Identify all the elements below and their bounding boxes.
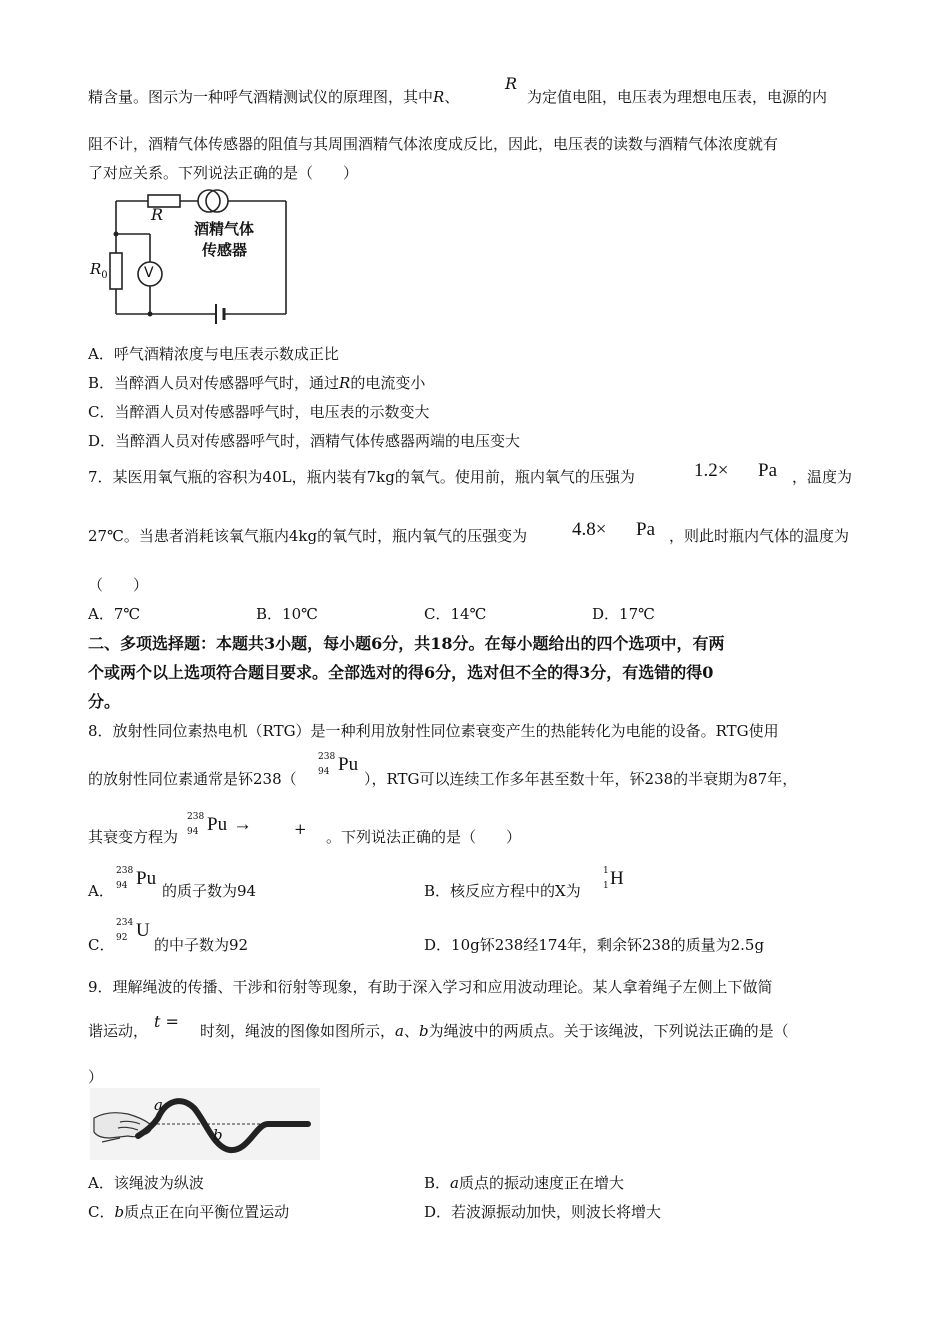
q8-eq-pu-z: 94 — [187, 827, 199, 837]
q6-option-b-text-b: 的电流变小 — [350, 374, 426, 392]
q6-line2: 阻不计，酒精气体传感器的阻值与其周围酒精气体浓度成反比，因此，电压表的读数与酒精气体浓度就有 — [88, 135, 779, 153]
q6-option-d-key: D． — [88, 432, 116, 450]
q8-option-d[interactable] — [424, 934, 764, 955]
section2-line1: 二、多项选择题：本题共3小题，每小题6分，共18分。在每小题给出的四个选项中，有两 — [88, 634, 725, 653]
q8-eq-plus: + — [294, 820, 307, 838]
section2-line3: 分。 — [88, 692, 121, 711]
q6-var-r: R — [433, 88, 445, 106]
q8-pu-nuclide — [318, 752, 368, 782]
q9-option-b-var: a — [450, 1174, 459, 1192]
q9-line2-c: 为绳波中的两质点。关于该绳波，下列说法正确的是（ — [428, 1022, 789, 1040]
q9-option-d[interactable]: D．若波源振动加快，则波长将增大 — [424, 1203, 662, 1221]
q8-line2-a: 的放射性同位素通常是钚238（ — [88, 770, 297, 788]
q9-var-b: b — [418, 1022, 429, 1040]
q8-u-mass: 234 — [116, 918, 134, 928]
q9-option-a[interactable]: A．该绳波为纵波 — [88, 1174, 204, 1192]
q6-option-c-key: C． — [88, 403, 115, 421]
q6-option-c-text: 当醉酒人员对传感器呼气时，电压表的示数变大 — [114, 403, 430, 421]
q9-t-eq-sign: = — [160, 1012, 179, 1031]
q6-line1 — [88, 86, 459, 107]
q7-option-d[interactable]: D．17℃ — [592, 605, 655, 623]
q9-t-eq — [154, 1012, 179, 1031]
q6-option-d-text: 当醉酒人员对传感器呼气时，酒精气体传感器两端的电压变大 — [115, 432, 521, 450]
resistor-r0 — [110, 253, 122, 289]
q9-line3: ） — [88, 1068, 104, 1086]
q8-option-a-key[interactable]: A． — [88, 882, 114, 900]
q8-option-a-text: 的质子数为94 — [162, 882, 257, 900]
q9-line2-b-text: 时刻，绳波的图像如图所示， — [200, 1022, 396, 1040]
q7-line1-a: 7．某医用氧气瓶的容积为40L，瓶内装有7kg的氧气。使用前，瓶内氧气的压强为 — [88, 468, 635, 486]
q6-option-d[interactable] — [88, 430, 520, 451]
q8-h-z: 1 — [603, 881, 609, 891]
q7-option-b[interactable]: B．10℃ — [256, 605, 318, 623]
q7-p2: 4.8× — [572, 519, 607, 540]
wave-label-b: b — [213, 1126, 223, 1144]
q8-pu-symbol: Pu — [338, 754, 359, 775]
q8-eq-pu-symbol: Pu — [207, 814, 228, 835]
q8-pu-z: 94 — [318, 767, 330, 777]
q6-line3: 了对应关系。下列说法正确的是（ ） — [88, 164, 359, 182]
q6-option-c[interactable] — [88, 401, 430, 422]
q8-eq-pu-mass: 238 — [187, 812, 205, 822]
fig-label-r0-sub: 0 — [101, 270, 108, 281]
q8-line2-b: ），RTG可以连续工作多年甚至数十年，钚238的半衰期为87年， — [364, 770, 798, 788]
q8-opta-pu-z: 94 — [116, 881, 128, 891]
fig-label-r: R — [151, 205, 164, 224]
q8-pu-mass: 238 — [318, 752, 336, 762]
q7-line2-a: 27℃。当患者消耗该氧气瓶内4kg的氧气时，瓶内氧气的压强变为 — [88, 527, 528, 545]
sensor-label-2: 传感器 — [202, 241, 248, 259]
q8-option-d-text: 10g钚238经174年，剩余钚238的质量为2.5g — [451, 936, 765, 954]
q9-option-c-key: C． — [88, 1203, 115, 1221]
voltmeter-label: V — [144, 265, 154, 281]
q6-line1-sep: 、 — [444, 88, 460, 106]
q6-line1-b: 为定值电阻，电压表为理想电压表，电源的内 — [527, 88, 828, 106]
q7-line3: （ ） — [88, 576, 149, 594]
q8-u-z: 92 — [116, 933, 128, 943]
q6-option-b-text-a: 当醉酒人员对传感器呼气时，通过 — [114, 374, 340, 392]
q8-h-mass: 1 — [603, 866, 609, 876]
q8-eq-nuclide — [187, 812, 257, 842]
q8-line3-a: 其衰变方程为 — [88, 828, 179, 846]
q7-option-c[interactable]: C．14℃ — [424, 605, 487, 623]
q6-option-b-key: B． — [88, 374, 115, 392]
q9-var-a: a — [395, 1022, 404, 1040]
q9-option-b[interactable] — [424, 1172, 624, 1193]
q8-option-c-key[interactable]: C． — [88, 936, 115, 954]
q8-option-b-text: 核反应方程中的X为 — [450, 882, 581, 900]
q9-option-c-text: 质点正在向平衡位置运动 — [124, 1203, 290, 1221]
q6-option-b[interactable] — [88, 372, 425, 393]
q6-option-a-key: A． — [88, 345, 114, 363]
q9-line2-b — [200, 1020, 789, 1041]
q6-line1-text-a: 精含量。图示为一种呼气酒精测试仪的原理图，其中 — [88, 88, 434, 106]
fig-label-r0 — [90, 260, 108, 281]
q8-option-a-nuclide — [116, 866, 164, 896]
q8-option-c-text: 的中子数为92 — [154, 936, 249, 954]
q8-h-symbol: H — [610, 868, 624, 889]
q8-line1: 8．放射性同位素热电机（RTG）是一种利用放射性同位素衰变产生的热能转化为电能的设备。RTG使用 — [88, 722, 779, 740]
q8-opta-pu-mass: 238 — [116, 866, 134, 876]
q6-option-b-var: R — [339, 374, 351, 392]
q8-option-b-nuclide — [603, 866, 633, 896]
wave-label-a: a — [154, 1096, 163, 1114]
q7-line1-b: ，温度为 — [792, 468, 853, 486]
q8-u-symbol: U — [136, 920, 150, 941]
q8-line3-b: 。下列说法正确的是（ ） — [326, 828, 522, 846]
q7-p2-unit: Pa — [636, 519, 655, 540]
sensor-label-1: 酒精气体 — [194, 220, 255, 238]
q8-option-b[interactable] — [424, 880, 581, 901]
q9-option-b-key: B． — [424, 1174, 451, 1192]
circuit-diagram — [86, 186, 296, 336]
q9-t-var: t — [154, 1012, 161, 1031]
q9-option-b-text: 质点的振动速度正在增大 — [458, 1174, 624, 1192]
rope-wave-figure — [90, 1088, 320, 1160]
q8-option-b-key: B． — [424, 882, 451, 900]
q9-sep: 、 — [403, 1022, 419, 1040]
fig-label-r0-letter: R — [90, 260, 102, 278]
q7-p1-unit: Pa — [758, 460, 777, 481]
q9-option-c-var: b — [114, 1203, 125, 1221]
q6-option-a[interactable] — [88, 343, 339, 364]
q7-line2-b: ，则此时瓶内气体的温度为 — [669, 527, 850, 545]
q7-option-a[interactable]: A．7℃ — [88, 605, 141, 623]
q8-eq-arrow: → — [233, 814, 252, 835]
q6-option-a-text: 呼气酒精浓度与电压表示数成正比 — [113, 345, 339, 363]
q7-p1: 1.2× — [694, 460, 729, 481]
q6-var-r-float: R — [505, 74, 518, 93]
q9-option-c[interactable] — [88, 1201, 289, 1222]
q9-line2-a: 谐运动， — [88, 1022, 149, 1040]
section2-line2: 个或两个以上选项符合题目要求。全部选对的得6分，选对但不全的得3分，有选错的得0 — [88, 663, 714, 682]
q8-opta-pu-symbol: Pu — [136, 868, 157, 889]
q8-option-c-nuclide — [116, 918, 156, 948]
q9-line1: 9．理解绳波的传播、干涉和衍射等现象，有助于深入学习和应用波动理论。某人拿着绳子左侧上下做简 — [88, 978, 773, 996]
q8-option-d-key: D． — [424, 936, 452, 954]
